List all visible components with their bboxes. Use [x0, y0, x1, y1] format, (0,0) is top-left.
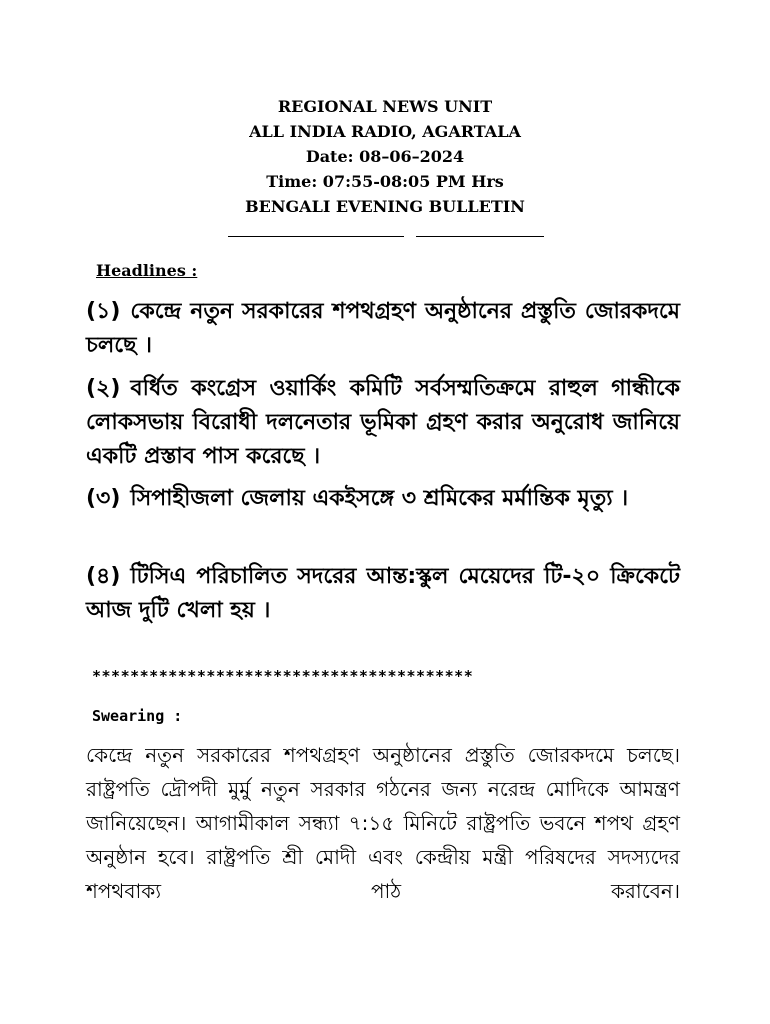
- headline-item: [86, 560, 680, 628]
- headline-item: [86, 482, 680, 516]
- headline-text: টিসিএ পরিচালিত সদরের আন্ত:স্কুল মেয়েদের টি-২০ ক্রিকেটে আজ দুটি খেলা হয় ।: [86, 564, 680, 623]
- document-header: [0, 94, 770, 219]
- headline-text: কেন্দ্রে নতুন সরকারের শপথগ্রহণ অনুষ্ঠানের প্রস্তুতি জোরকদমে চলছে ।: [86, 299, 680, 358]
- bulletin-date: Date: 08–06–2024: [305, 147, 465, 166]
- section-separator: ****************************************: [92, 667, 474, 685]
- headline-number: (৪): [86, 564, 121, 589]
- section-heading: Swearing :: [92, 707, 183, 725]
- headline-number: (২): [86, 376, 121, 401]
- headlines-heading: Headlines :: [96, 261, 198, 280]
- bulletin-title: BENGALI EVENING BULLETIN: [245, 197, 525, 216]
- news-unit-title: REGIONAL NEWS UNIT: [277, 97, 493, 116]
- headline-item: [86, 295, 680, 363]
- section-body: কেন্দ্রে নতুন সরকারের শপথগ্রহণ অনুষ্ঠানের প্রস্তুতি জোরকদমে চলছে। রাষ্ট্রপতি দ্রৌপদী মুর্মু নতুন সরকার গঠনের জন্য নরেন্দ্র মোদিকে আমন্ত্রণ জানিয়েছেন। আগামীকাল সন্ধ্যা ৭:১৫ মিনিটে রাষ্ট্রপতি ভবনে শপথ গ্রহণ অনুষ্ঠান হবে। রাষ্ট্রপতি শ্রী মোদী এবং কেন্দ্রীয় মন্ত্রী পরিষদের সদস্যদের শপথবাক্য পাঠ করাবেন।: [86, 743, 680, 903]
- headline-item: [86, 372, 680, 474]
- headline-text: বর্ধিত কংগ্রেস ওয়ার্কিং কমিটি সর্বসম্মতিক্রমে রাহুল গান্ধীকে লোকসভায় বিরোধী দলনেতার ভূমিকা গ্রহণ করার অনুরোধ জানিয়ে একটি প্রস্তাব পাস করেছে ।: [86, 376, 680, 469]
- station-name: ALL INDIA RADIO, AGARTALA: [249, 122, 521, 141]
- headline-number: (১): [86, 299, 121, 324]
- headline-text: সিপাহীজলা জেলায় একইসঙ্গে ৩ শ্রমিকের মর্মান্তিক মৃত্যু ।: [130, 486, 629, 511]
- header-divider-left: [228, 236, 404, 237]
- header-divider-right: [416, 236, 544, 237]
- headline-number: (৩): [86, 486, 121, 511]
- bulletin-time: Time: 07:55-08:05 PM Hrs: [266, 172, 504, 191]
